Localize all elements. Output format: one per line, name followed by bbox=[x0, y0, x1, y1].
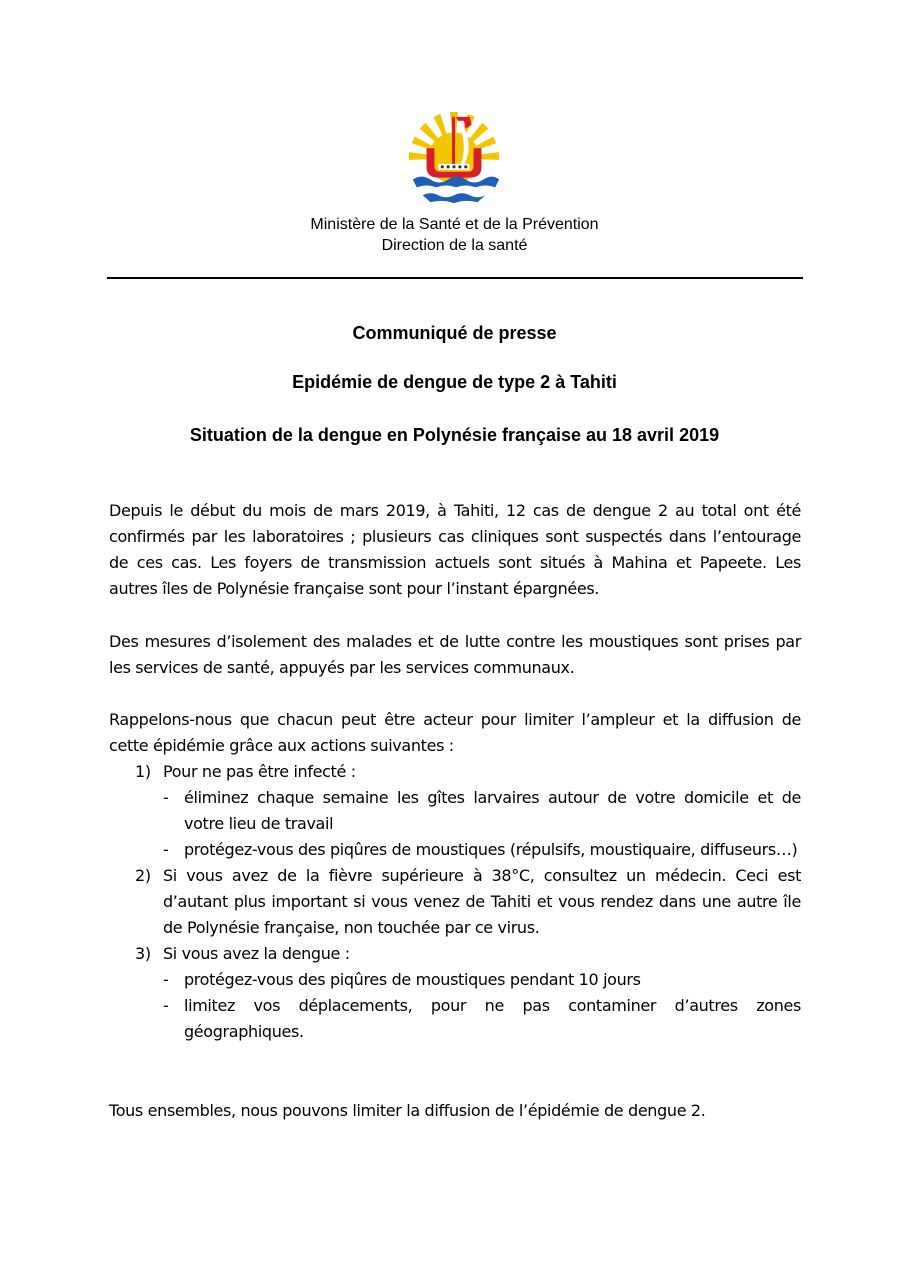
list-item-number: 3) bbox=[135, 944, 151, 963]
list-item bbox=[109, 863, 801, 941]
dash-bullet: - bbox=[163, 788, 169, 807]
list-item-number: 2) bbox=[135, 866, 151, 885]
closing-paragraph: Tous ensembles, nous pouvons limiter la diffusion de l’épidémie de dengue 2. bbox=[109, 1101, 706, 1120]
list-item-number: 1) bbox=[135, 762, 151, 781]
actions-intro: Rappelons-nous que chacun peut être acteur pour limiter l’ampleur et la diffusion de cette épidémie grâce aux actions suivantes : bbox=[109, 710, 801, 755]
list-subitem bbox=[109, 837, 801, 863]
document-type-title: Communiqué de presse bbox=[352, 323, 557, 343]
list-subitem-text: éliminez chaque semaine les gîtes larvaires autour de votre domicile et de votre lieu de travail bbox=[184, 788, 801, 833]
paragraph-measures: Des mesures d’isolement des malades et de lutte contre les moustiques sont prises par les services de santé, appuyés par les services communaux. bbox=[109, 632, 801, 677]
list-subitem bbox=[109, 967, 801, 993]
coat-of-arms-icon bbox=[405, 108, 503, 208]
paragraph-situation: Depuis le début du mois de mars 2019, à Tahiti, 12 cas de dengue 2 au total ont été confirmés par les laboratoires ; plusieurs cas cliniques sont suspectés dans l’entourage de ces cas. Les foyers de transmission actuels sont situés à Mahina et Papeete. Les autres îles de Polynésie française sont pour l’instant épargnées. bbox=[109, 501, 801, 598]
list-item-text: Si vous avez de la fièvre supérieure à 38°C, consultez un médecin. Ceci est d’autant plus important si vous venez de Tahiti et vous rendez dans une autre île de Polynésie française, non touchée par ce virus. bbox=[163, 866, 801, 937]
list-item bbox=[109, 941, 801, 967]
dash-bullet: - bbox=[163, 996, 169, 1015]
direction-name: Direction de la santé bbox=[381, 237, 528, 254]
dash-bullet: - bbox=[163, 840, 169, 859]
list-subitem-text: protégez-vous des piqûres de moustiques (répulsifs, moustiquaire, diffuseurs…) bbox=[184, 840, 798, 859]
subject-title: Epidémie de dengue de type 2 à Tahiti bbox=[292, 372, 617, 392]
list-subitem bbox=[109, 993, 801, 1045]
list-item-text: Pour ne pas être infecté : bbox=[163, 762, 356, 781]
list-subitem-text: limitez vos déplacements, pour ne pas contaminer d’autres zones géographiques. bbox=[184, 996, 801, 1041]
list-subitem bbox=[109, 785, 801, 837]
list-item-text: Si vous avez la dengue : bbox=[163, 944, 350, 963]
ministry-name: Ministère de la Santé et de la Prévention bbox=[310, 216, 599, 233]
list-item bbox=[109, 759, 801, 785]
header-divider bbox=[107, 277, 803, 279]
list-subitem-text: protégez-vous des piqûres de moustiques pendant 10 jours bbox=[184, 970, 641, 989]
dash-bullet: - bbox=[163, 970, 169, 989]
actions-section bbox=[109, 707, 801, 1045]
situation-title: Situation de la dengue en Polynésie française au 18 avril 2019 bbox=[189, 425, 720, 445]
